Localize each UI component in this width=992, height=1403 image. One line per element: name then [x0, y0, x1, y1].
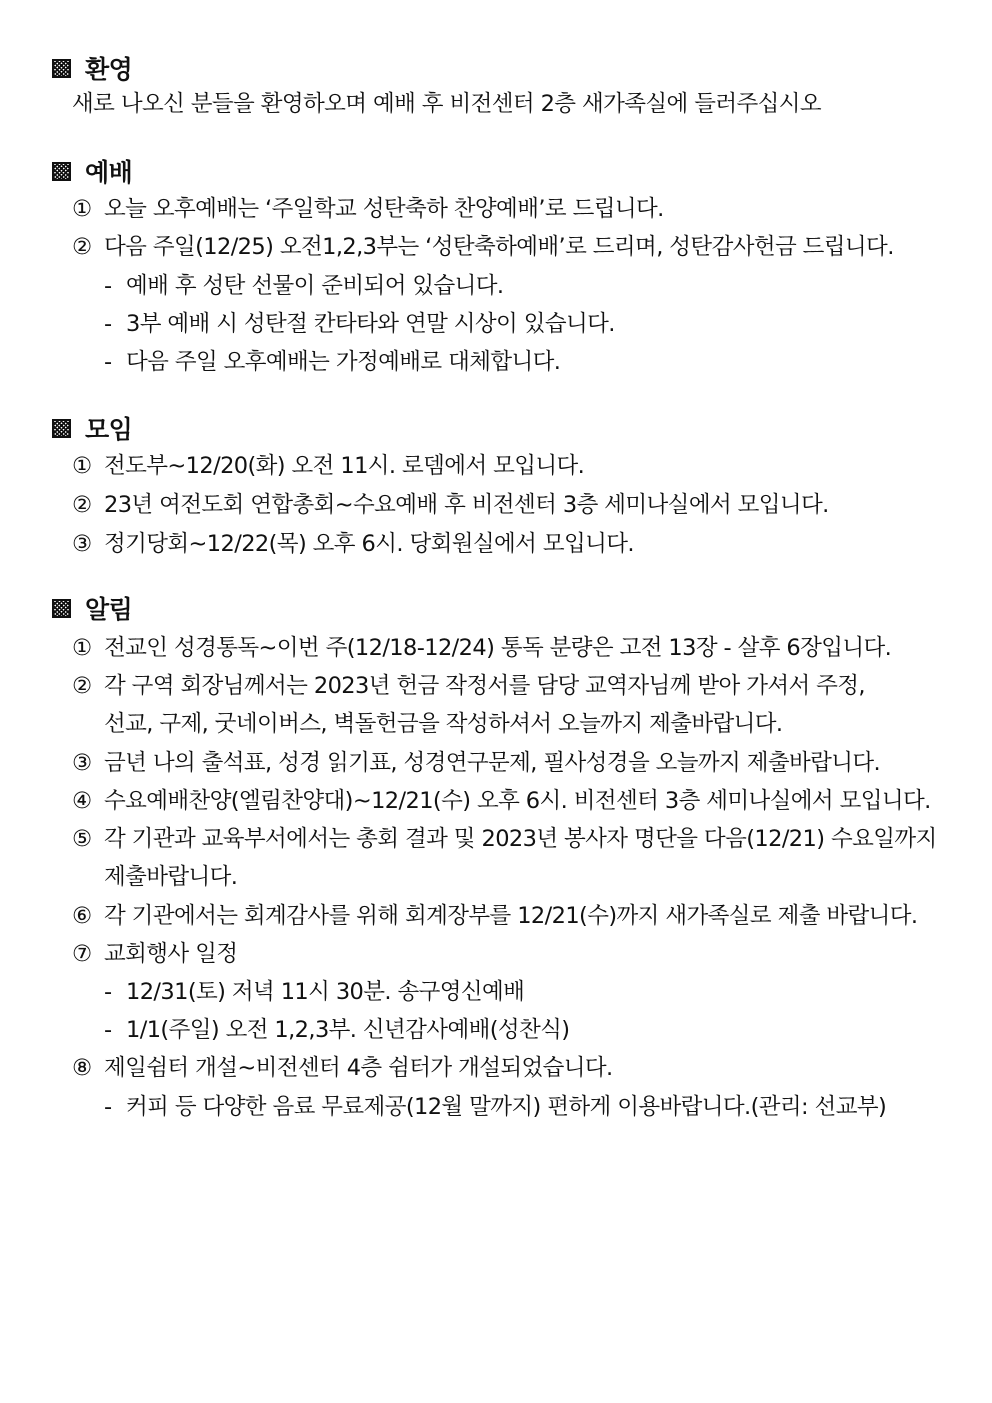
item-text: 전교인 성경통독~이번 주(12/18-12/24) 통독 분량은 고전 13장 - 살후 6장입니다.	[104, 635, 892, 661]
notices-title: 알림	[85, 595, 133, 624]
square-bullet-icon	[52, 419, 71, 438]
item-number: ⑥	[72, 903, 92, 929]
item-text: 제일쉼터 개설~비전센터 4층 쉼터가 개설되었습니다.	[104, 1055, 613, 1081]
item-number: ⑧	[72, 1055, 92, 1081]
notices-item-6	[72, 897, 918, 935]
dash-bullet: -	[104, 1017, 112, 1043]
subitem-text: 다음 주일 오후예배는 가정예배로 대체합니다.	[126, 349, 561, 375]
item-text: 다음 주일(12/25) 오전1,2,3부는 ‘성탄축하예배’로 드리며, 성탄감사헌금 드립니다.	[104, 234, 894, 260]
item-number: ①	[72, 196, 92, 222]
notices-item-8-subitem-1	[104, 1088, 886, 1126]
notices-item-3	[72, 744, 880, 782]
worship-title: 예배	[85, 158, 133, 187]
item-text: 각 구역 회장님께서는 2023년 헌금 작정서를 담당 교역자님께 받아 가셔서 주정,	[104, 673, 865, 699]
meetings-title: 모임	[85, 415, 133, 444]
subitem-text: 3부 예배 시 성탄절 칸타타와 연말 시상이 있습니다.	[126, 311, 615, 337]
notices-item-2-continued: 선교, 구제, 굿네이버스, 벽돌헌금을 작성하셔서 오늘까지 제출바랍니다.	[104, 711, 783, 737]
notices-item-7-subitem-2	[104, 1011, 569, 1049]
item-number: ⑤	[72, 826, 92, 852]
item-text: 정기당회~12/22(목) 오후 6시. 당회원실에서 모입니다.	[104, 531, 634, 557]
subitem-text: 12/31(토) 저녁 11시 30분. 송구영신예배	[126, 979, 525, 1005]
notices-item-4	[72, 782, 931, 820]
notices-item-5	[72, 820, 937, 858]
item-text: 오늘 오후예배는 ‘주일학교 성탄축하 찬양예배’로 드립니다.	[104, 196, 664, 222]
subitem-text: 커피 등 다양한 음료 무료제공(12월 말까지) 편하게 이용바랍니다.(관리: 선교부)	[126, 1094, 887, 1120]
item-text: 각 기관에서는 회계감사를 위해 회계장부를 12/21(수)까지 새가족실로 제출 바랍니다.	[104, 903, 918, 929]
item-text: 수요예배찬양(엘림찬양대)~12/21(수) 오후 6시. 비전센터 3층 세미나실에서 모입니다.	[104, 788, 931, 814]
item-text: 전도부~12/20(화) 오전 11시. 로뎀에서 모입니다.	[104, 453, 585, 479]
meetings-heading	[52, 410, 132, 446]
item-number: ②	[72, 492, 92, 518]
notices-item-5-continued: 제출바랍니다.	[104, 864, 238, 890]
worship-subitem-2	[104, 305, 615, 343]
notices-item-2	[72, 667, 865, 705]
item-text: 23년 여전도회 연합총회~수요예배 후 비전센터 3층 세미나실에서 모입니다.	[104, 492, 829, 518]
item-number: ②	[72, 673, 92, 699]
welcome-title: 환영	[85, 55, 133, 84]
item-number: ③	[72, 531, 92, 557]
square-bullet-icon	[52, 599, 71, 618]
item-number: ①	[72, 635, 92, 661]
item-text: 각 기관과 교육부서에서는 총회 결과 및 2023년 봉사자 명단을 다음(12/21) 수요일까지	[104, 826, 937, 852]
dash-bullet: -	[104, 273, 112, 299]
worship-item-2	[72, 228, 894, 266]
welcome-heading	[52, 50, 132, 86]
dash-bullet: -	[104, 1094, 112, 1120]
item-text: 교회행사 일정	[104, 941, 238, 967]
notices-item-1	[72, 629, 891, 667]
worship-heading	[52, 153, 132, 189]
dash-bullet: -	[104, 979, 112, 1005]
item-number: ③	[72, 750, 92, 776]
item-number: ⑦	[72, 941, 92, 967]
item-text: 금년 나의 출석표, 성경 읽기표, 성경연구문제, 필사성경을 오늘까지 제출바랍니다.	[104, 750, 881, 776]
meetings-item-3	[72, 525, 634, 563]
item-number: ①	[72, 453, 92, 479]
worship-subitem-3	[104, 343, 560, 381]
meetings-item-1	[72, 447, 584, 485]
square-bullet-icon	[52, 162, 71, 181]
dash-bullet: -	[104, 349, 112, 375]
meetings-item-2	[72, 486, 829, 524]
welcome-text: 새로 나오신 분들을 환영하오며 예배 후 비전센터 2층 새가족실에 들러주십시오	[72, 91, 822, 117]
subitem-text: 예배 후 성탄 선물이 준비되어 있습니다.	[126, 273, 504, 299]
worship-item-1	[72, 190, 664, 228]
square-bullet-icon	[52, 59, 71, 78]
dash-bullet: -	[104, 311, 112, 337]
item-number: ④	[72, 788, 92, 814]
notices-heading	[52, 590, 132, 626]
notices-item-7-subitem-1	[104, 973, 524, 1011]
notices-item-8	[72, 1049, 613, 1087]
item-number: ②	[72, 234, 92, 260]
subitem-text: 1/1(주일) 오전 1,2,3부. 신년감사예배(성찬식)	[126, 1017, 570, 1043]
worship-subitem-1	[104, 267, 503, 305]
notices-item-7	[72, 935, 237, 973]
